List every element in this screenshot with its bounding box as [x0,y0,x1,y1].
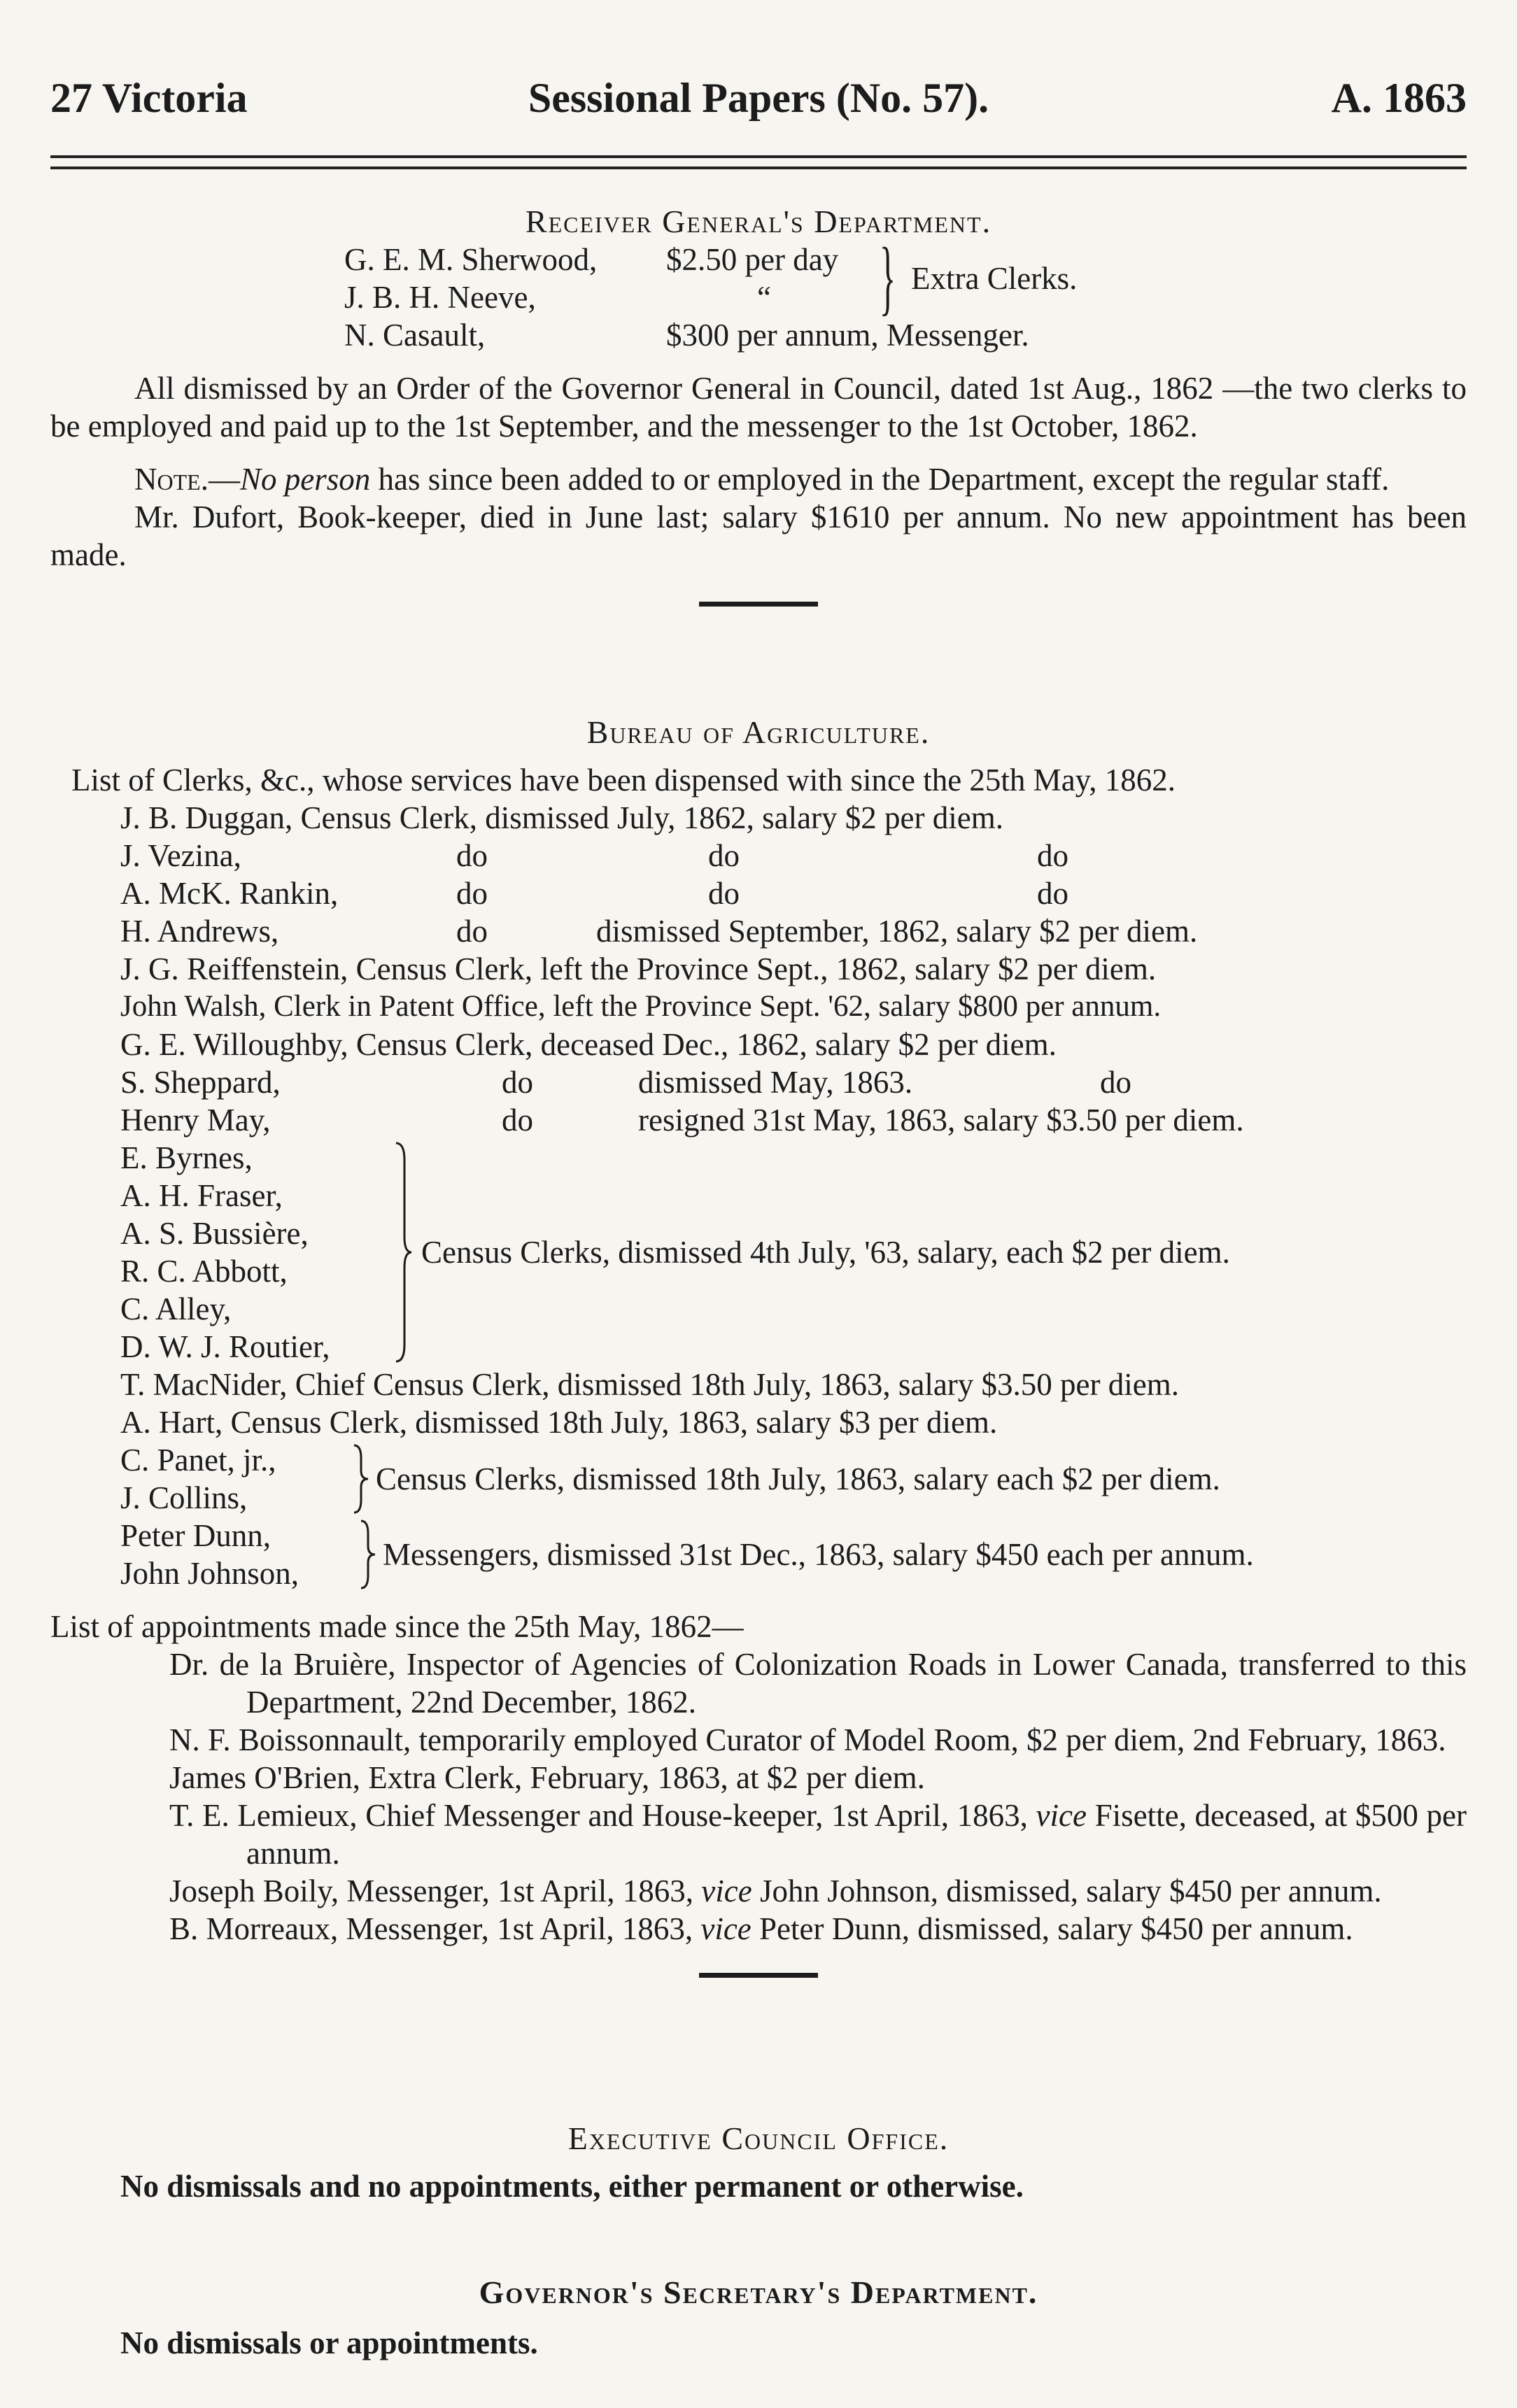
dunn-name: Peter Dunn, [120,1518,271,1553]
executive-text: No dismissals and no appointments, either permanent or otherwise. [120,2169,1024,2204]
ditto-mark: do [1100,1065,1131,1100]
appt-lemieux [50,1797,1467,1872]
group-name: A. S. Bussière, [120,1216,309,1251]
entry-rankin [120,874,1467,912]
group-name: R. C. Abbott, [120,1254,288,1289]
note-label: Note.— [134,462,240,497]
vice-word: vice [701,1874,752,1908]
dismissed-paragraph: All dismissed by an Order of the Governor General in Council, dated 1st Aug., 1862 —the two clerks to be employed and paid up to the 1st September, and the messenger to the 1st October, 1862. [50,371,1467,444]
appt-boily [50,1872,1467,1910]
sherwood-rate: $2.50 per day [666,242,839,277]
entry-reiffenstein: J. G. Reiffenstein, Census Clerk, left the Province Sept., 1862, salary $2 per diem. [120,951,1157,986]
vezina-name: J. Vezina, [120,838,241,873]
brace-glyph: } [880,230,896,323]
dunn-detail: Messengers, dismissed 31st Dec., 1863, salary $450 each per annum. [383,1537,1254,1572]
governor-title: Governor's Secretary's Department. [479,2274,1038,2310]
note-emphasis: No person [239,462,371,497]
header-double-rule [50,155,1467,169]
brace-icon [358,1517,379,1592]
morreaux-text: B. Morreaux, Messenger, 1st April, 1863, [169,1911,701,1946]
entry-macnider: T. MacNider, Chief Census Clerk, dismissed 18th July, 1863, salary $3.50 per diem. [120,1367,1179,1402]
entry-may [120,1101,1467,1139]
section-divider [699,602,818,607]
header-year: A. 1863 [1331,75,1467,121]
appt-obrien: James O'Brien, Extra Clerk, February, 1863, at $2 per diem. [169,1760,925,1795]
receiver-staff [50,230,1467,354]
entry-duggan: J. B. Duggan, Census Clerk, dismissed July, 1862, salary $2 per diem. [120,800,1003,835]
executive-section [50,2120,1467,2205]
entry-vezina [120,837,1467,874]
appointments-intro: List of appointments made since the 25th May, 1862— [50,1609,744,1644]
page-header [50,70,1467,126]
ditto-mark: do [456,914,488,949]
boily-text: Joseph Boily, Messenger, 1st April, 1863, [169,1874,702,1908]
casault-name: N. Casault, [344,318,486,353]
neeve-name: J. B. H. Neeve, [344,280,536,315]
may-detail: resigned 31st May, 1863, salary $3.50 per diem. [638,1103,1244,1138]
casault-rate: $300 per annum, Messenger. [666,318,1029,353]
executive-title: Executive Council Office. [567,2120,950,2156]
vice-word: vice [700,1911,752,1946]
ditto-mark: do [456,838,488,873]
andrews-name: H. Andrews, [120,914,279,949]
panet-detail: Census Clerks, dismissed 18th July, 1863, salary each $2 per diem. [376,1461,1220,1496]
clerks-list-intro: List of Clerks, &c., whose services have been dispensed with since the 25th May, 1862. [71,763,1176,798]
governor-section [50,2274,1467,2362]
ditto-mark: do [502,1103,533,1138]
johnson-name: John Johnson, [120,1556,299,1591]
entry-andrews [120,912,1467,950]
boily-text-end: John Johnson, dismissed, salary $450 per annum. [752,1874,1382,1908]
agriculture-title: Bureau of Agriculture. [586,714,931,750]
brace-icon [393,1139,414,1366]
lemieux-text-end: Fisette, deceased, at $500 per annum. [246,1798,1467,1871]
section-divider [699,1973,818,1978]
ditto-mark: do [1037,838,1068,873]
receiver-section [50,203,1467,607]
ditto-mark: do [708,876,740,911]
appt-boissonnault: N. F. Boissonnault, temporarily employed Curator of Model Room, $2 per diem, 2nd February, 1863. [169,1722,1446,1757]
andrews-detail: dismissed September, 1862, salary $2 per diem. [596,914,1198,949]
group-name: C. Alley, [120,1291,232,1326]
group-name: D. W. J. Routier, [120,1329,330,1364]
receiver-title: Receiver General's Department. [525,204,992,239]
header-session: 27 Victoria [50,75,248,121]
sherwood-name: G. E. M. Sherwood, [344,242,598,277]
entry-sheppard [120,1063,1467,1101]
collins-name: J. Collins, [120,1480,248,1515]
governor-text: No dismissals or appointments. [120,2325,538,2360]
agriculture-section [50,714,1467,1978]
vice-word: vice [1036,1798,1087,1833]
ditto-mark: do [456,876,488,911]
extra-clerks-label: Extra Clerks. [911,261,1078,296]
may-name: Henry May, [120,1103,271,1138]
entry-walsh: John Walsh, Clerk in Patent Office, left the Province Sept. '62, salary $800 per annum. [120,990,1162,1023]
rankin-name: A. McK. Rankin, [120,876,339,911]
lemieux-text: T. E. Lemieux, Chief Messenger and House-keeper, 1st April, 1863, [169,1798,1036,1833]
group-detail: Census Clerks, dismissed 4th July, '63, salary, each $2 per diem. [421,1235,1230,1270]
group-name: A. H. Fraser, [120,1178,283,1213]
clerks-list [50,799,1467,1592]
neeve-ditto: “ [757,280,771,315]
entry-willoughby: G. E. Willoughby, Census Clerk, deceased Dec., 1862, salary $2 per diem. [120,1027,1057,1062]
ditto-mark: do [708,838,740,873]
brace-icon [351,1441,372,1517]
morreaux-text-end: Peter Dunn, dismissed, salary $450 per annum. [751,1911,1353,1946]
note-text: has since been added to or employed in the Department, except the regular staff. [370,462,1390,497]
group-name: E. Byrnes, [120,1140,253,1175]
header-title: Sessional Papers (No. 57). [528,75,989,121]
appt-bruiere: Dr. de la Bruière, Inspector of Agencies of Colonization Roads in Lower Canada, transferred to this Department, 22nd December, 1862. [169,1647,1467,1720]
census-group-july4 [120,1139,1467,1366]
ditto-mark: do [1037,876,1068,911]
sheppard-detail: dismissed May, 1863. [638,1065,913,1100]
appointments-list [50,1645,1467,1948]
dufort-paragraph: Mr. Dufort, Book-keeper, died in June last; salary $1610 per annum. No new appointment has been made. [50,500,1467,572]
appt-morreaux [50,1910,1467,1948]
note-paragraph [50,460,1467,498]
ditto-mark: do [502,1065,533,1100]
entry-hart: A. Hart, Census Clerk, dismissed 18th July, 1863, salary $3 per diem. [120,1405,998,1440]
census-group-july18 [120,1441,1467,1517]
panet-name: C. Panet, jr., [120,1443,276,1478]
messenger-group [120,1517,1467,1592]
sheppard-name: S. Sheppard, [120,1065,281,1100]
